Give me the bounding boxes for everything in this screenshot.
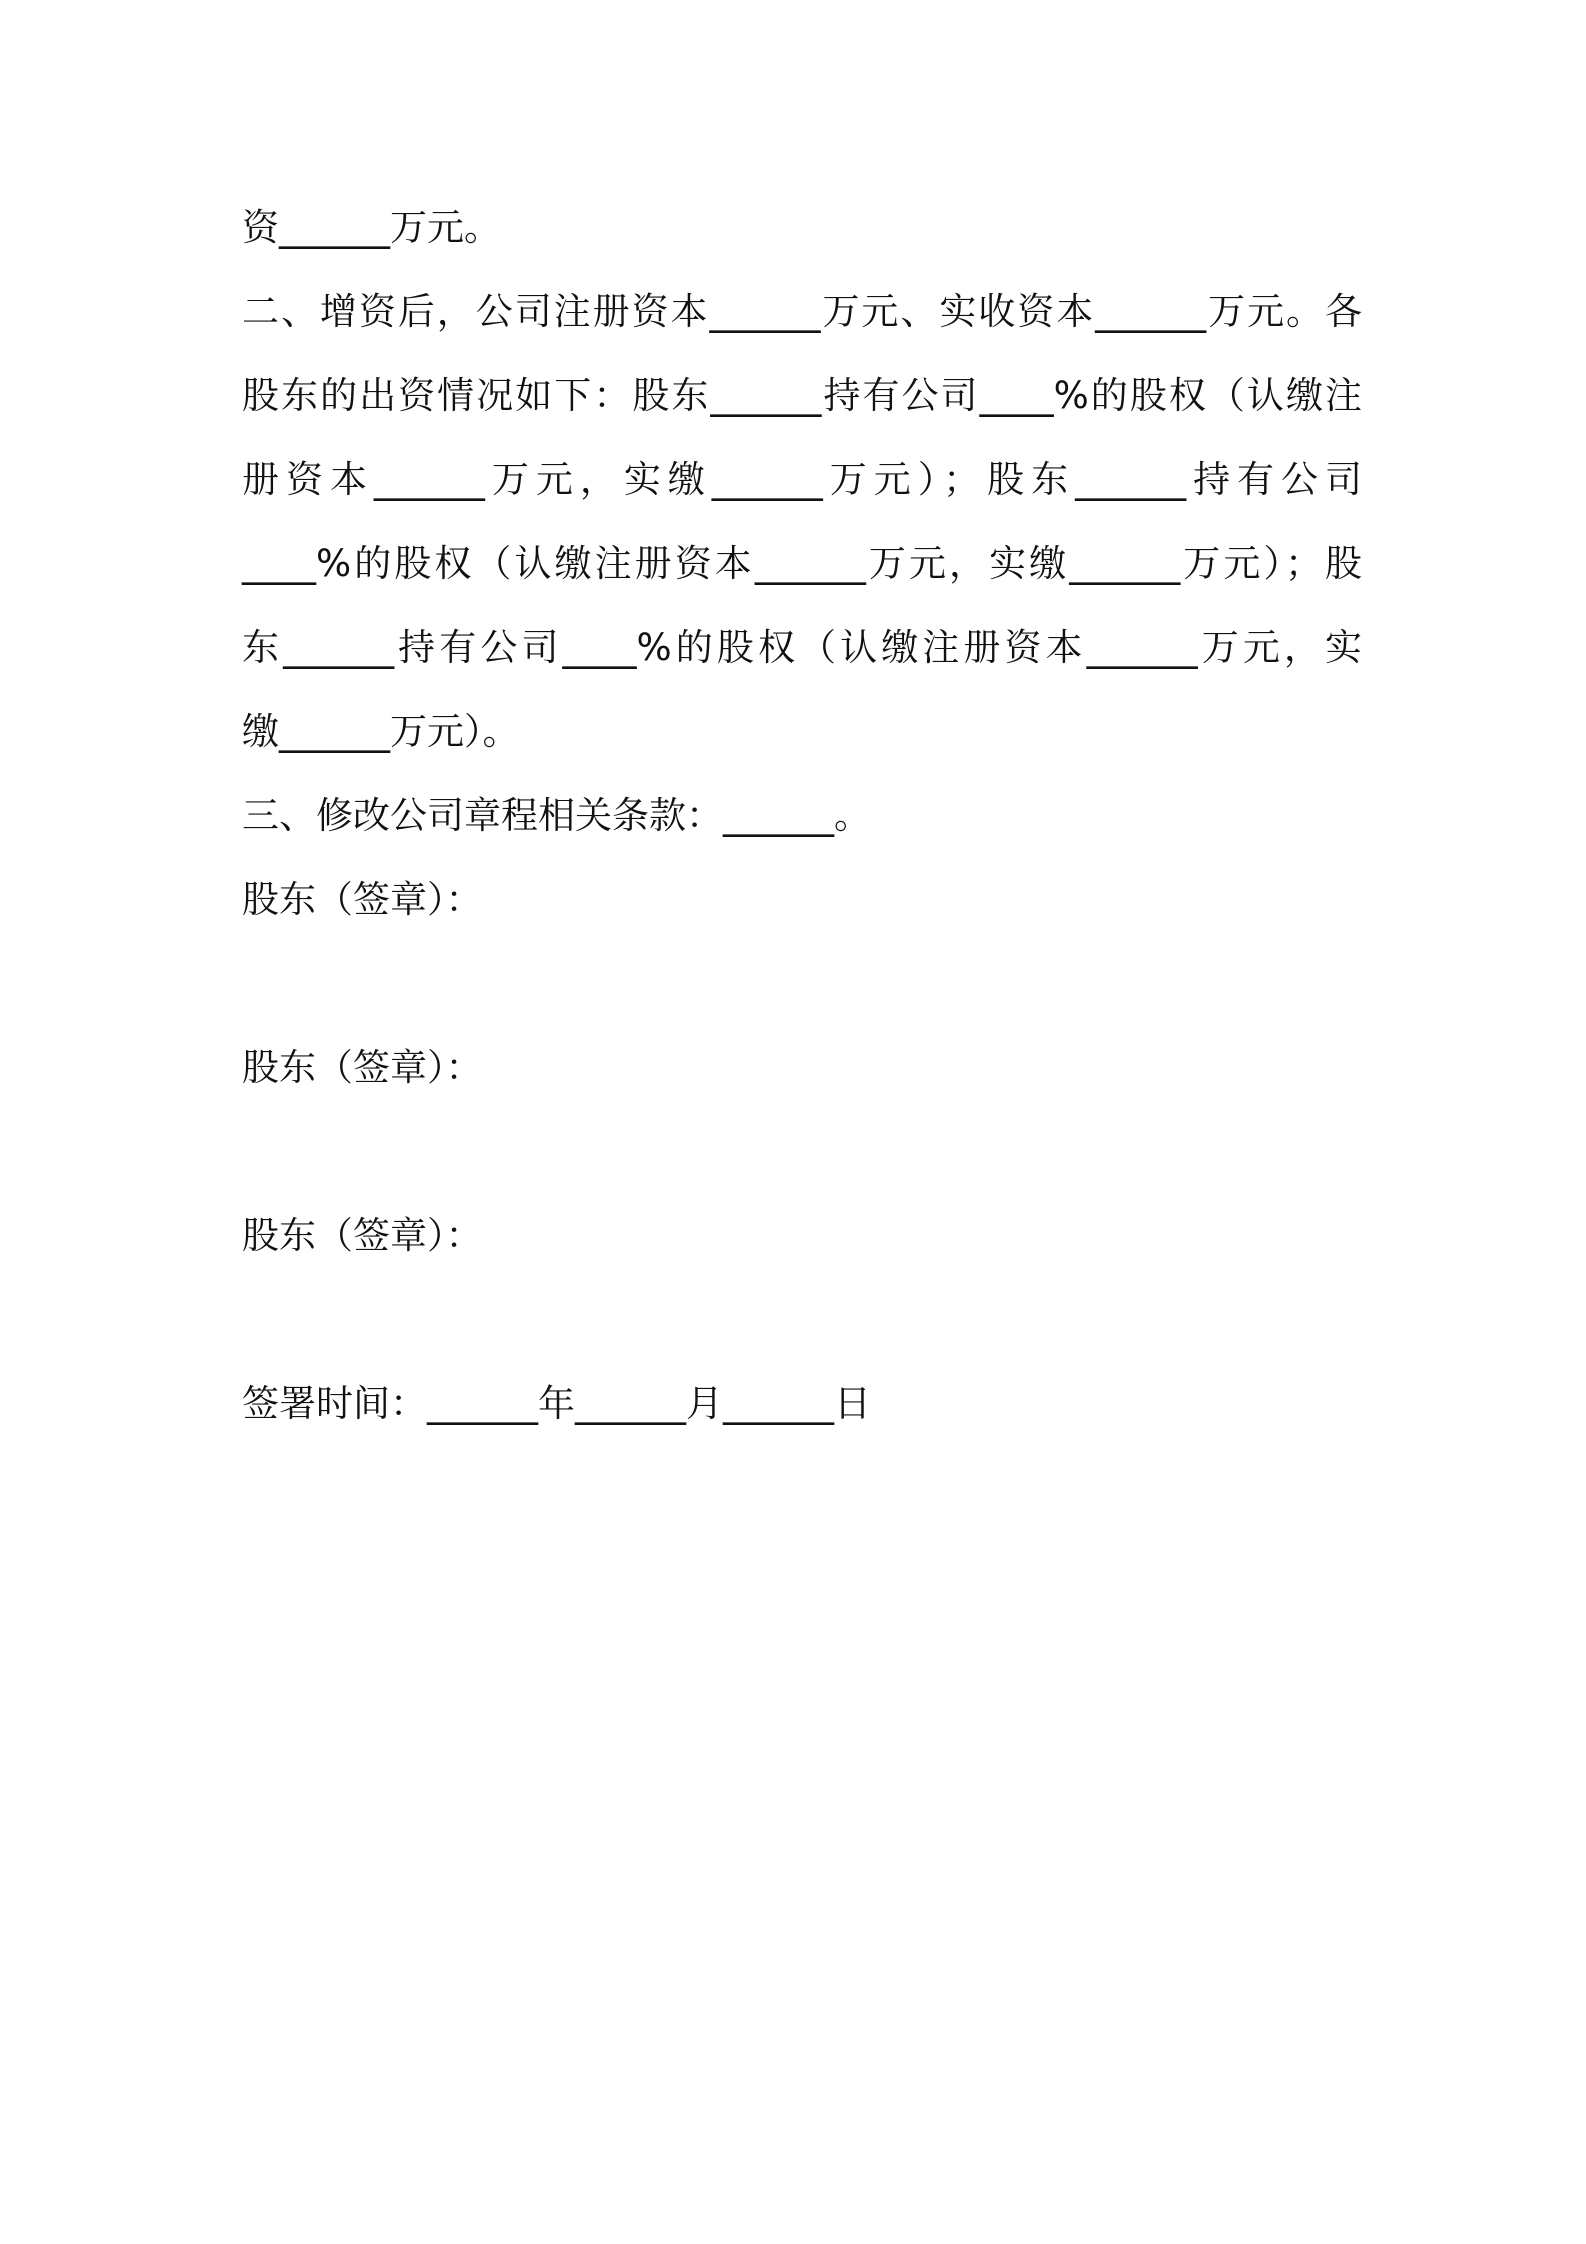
paragraph-line-3: 股东的出资情况如下：股东______持有公司____%的股权（认缴注 (242, 374, 1362, 417)
paragraph-line-1: 资______万元。 (242, 206, 501, 249)
signature-label-3: 股东（签章）： (242, 1214, 483, 1257)
signature-label-2: 股东（签章）： (242, 1046, 483, 1089)
sign-date: 签署时间：______年______月______日 (242, 1382, 871, 1425)
signature-label-1: 股东（签章）： (242, 878, 483, 921)
paragraph-line-4: 册资本______万元，实缴______万元）；股东______持有公司 (242, 458, 1362, 501)
paragraph-line-8: 三、修改公司章程相关条款：______。 (242, 794, 871, 837)
paragraph-line-2: 二、增资后，公司注册资本______万元、实收资本______万元。各 (242, 290, 1362, 333)
paragraph-line-5: ____%的股权（认缴注册资本______万元，实缴______万元）；股 (242, 542, 1362, 585)
paragraph-line-6: 东______持有公司____%的股权（认缴注册资本______万元，实 (242, 626, 1362, 669)
paragraph-line-7: 缴______万元）。 (242, 710, 520, 753)
